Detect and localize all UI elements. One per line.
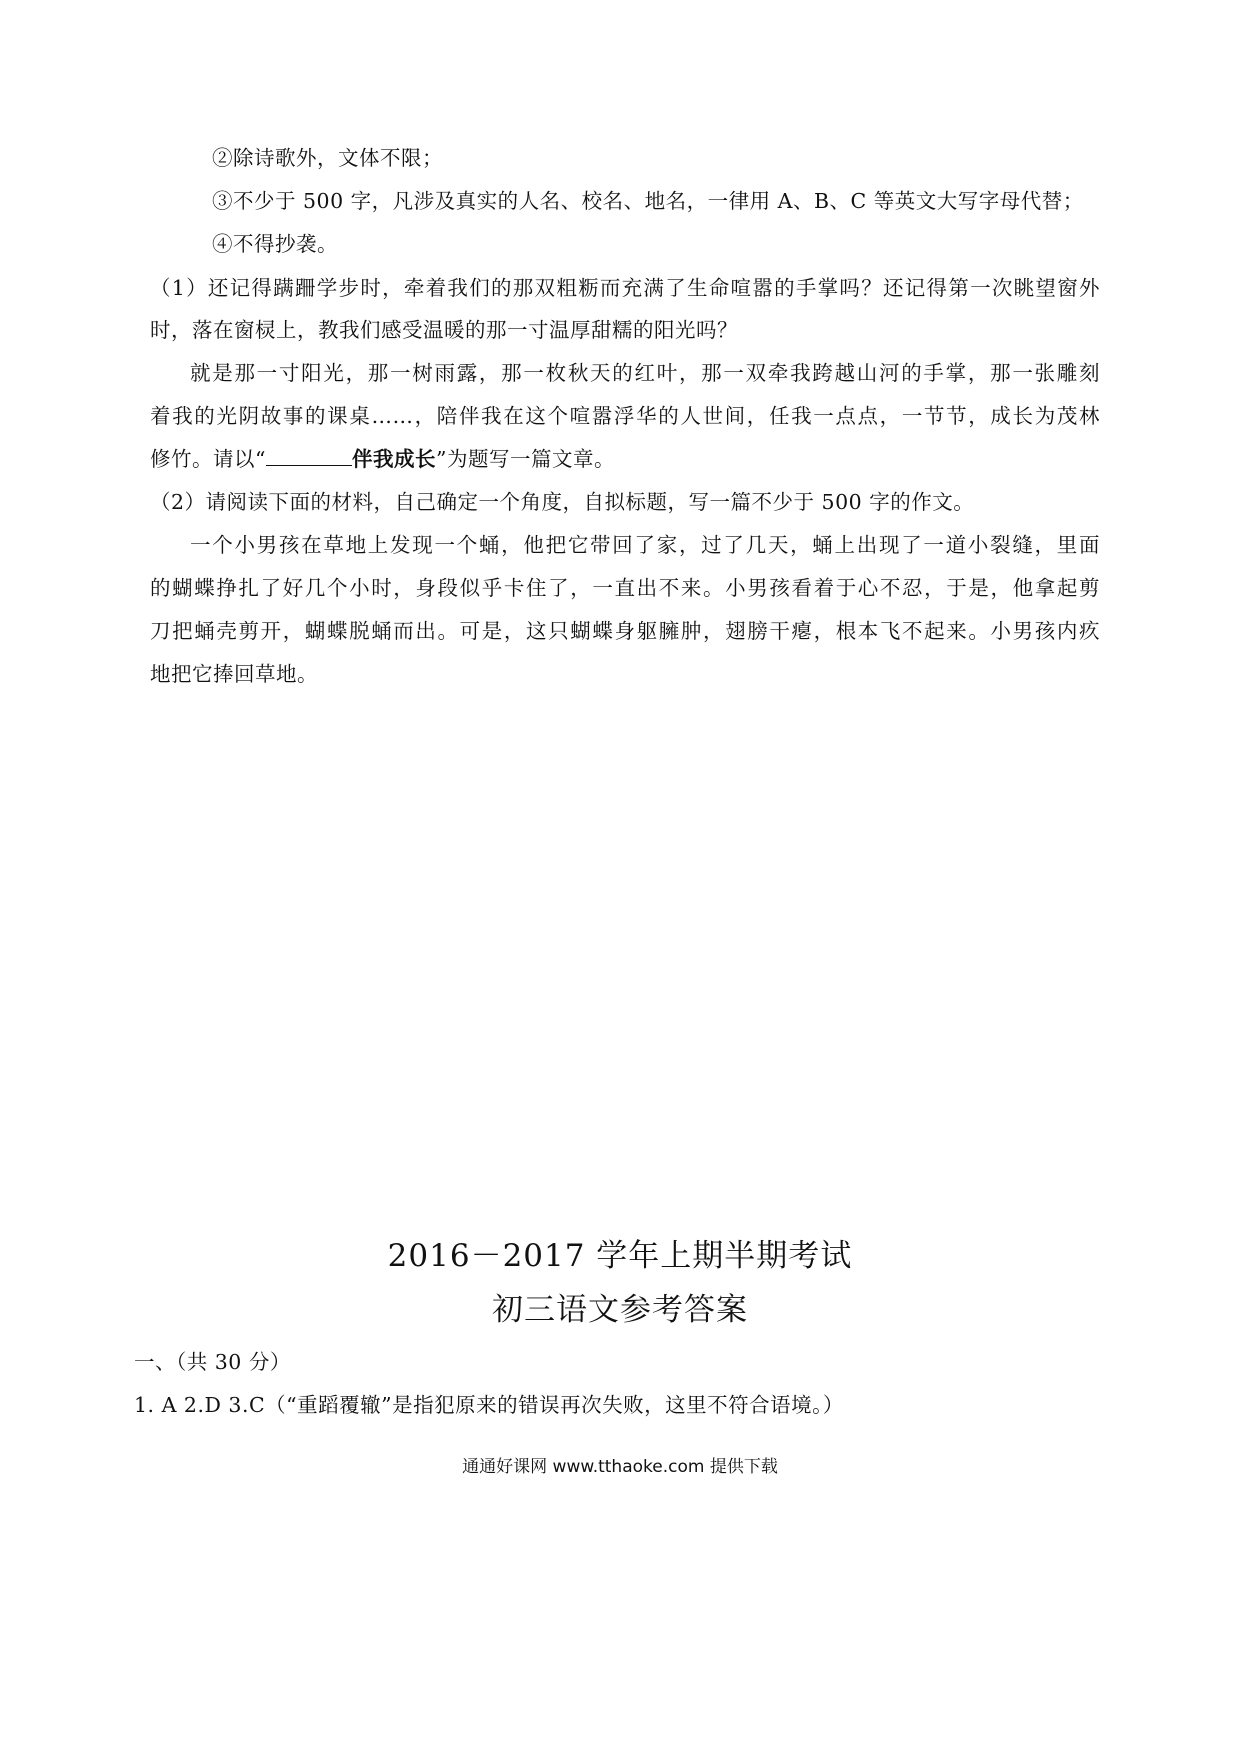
prompt2-line-5: 地把它捧回草地。: [150, 662, 318, 686]
prompt1-line-5-suffix: ”为题写一篇文章。: [435, 447, 615, 471]
requirement-item-3: ③不少于 500 字，凡涉及真实的人名、校名、地名，一律用 A、B、C 等英文大写字母代替；: [212, 189, 1084, 213]
answers-subtitle: 初三语文参考答案: [492, 1292, 748, 1328]
answers-title: 2016－2017 学年上期半期考试: [387, 1238, 853, 1274]
title-blank: [266, 447, 352, 466]
prompt2-line-3: 的蝴蝶挣扎了好几个小时，身段似乎卡住了，一直出不来。小男孩看着于心不忍，于是，他拿起剪: [150, 576, 1100, 600]
section-1-heading: 一、（共 30 分）: [134, 1350, 291, 1374]
requirement-item-2: ②除诗歌外，文体不限；: [212, 146, 443, 170]
prompt1-line-1: （1）还记得蹒跚学步时，牵着我们的那双粗粝而充满了生命喧嚣的手掌吗？还记得第一次眺望窗外: [150, 276, 1100, 300]
prompt1-line-3: 就是那一寸阳光，那一树雨露，那一枚秋天的红叶，那一双牵我跨越山河的手掌，那一张雕刻: [190, 361, 1100, 385]
prompt2-line-1: （2）请阅读下面的材料，自己确定一个角度，自拟标题，写一篇不少于 500 字的作文。: [150, 490, 975, 514]
prompt1-line-4: 着我的光阴故事的课桌……，陪伴我在这个喧嚣浮华的人世间，任我一点点，一节节，成长为茂林: [150, 404, 1100, 428]
essay-title: 伴我成长: [351, 447, 436, 471]
prompt1-line-5: [150, 444, 615, 474]
prompt1-line-5-prefix: 修竹。请以“: [150, 447, 266, 471]
footer-text: 通通好课网 www.tthaoke.com 提供下载: [462, 1457, 778, 1477]
prompt1-line-2: 时，落在窗棂上，教我们感受温暖的那一寸温厚甜糯的阳光吗？: [150, 318, 738, 342]
prompt2-line-2: 一个小男孩在草地上发现一个蛹，他把它带回了家，过了几天，蛹上出现了一道小裂缝，里面: [190, 533, 1100, 557]
answer-line-1: 1. A 2.D 3.C（“重蹈覆辙”是指犯原来的错误再次失败，这里不符合语境。）: [134, 1393, 844, 1417]
prompt2-line-4: 刀把蛹壳剪开，蝴蝶脱蛹而出。可是，这只蝴蝶身躯臃肿，翅膀干瘪，根本飞不起来。小男孩内疚: [150, 619, 1100, 643]
requirement-item-4: ④不得抄袭。: [212, 232, 338, 256]
